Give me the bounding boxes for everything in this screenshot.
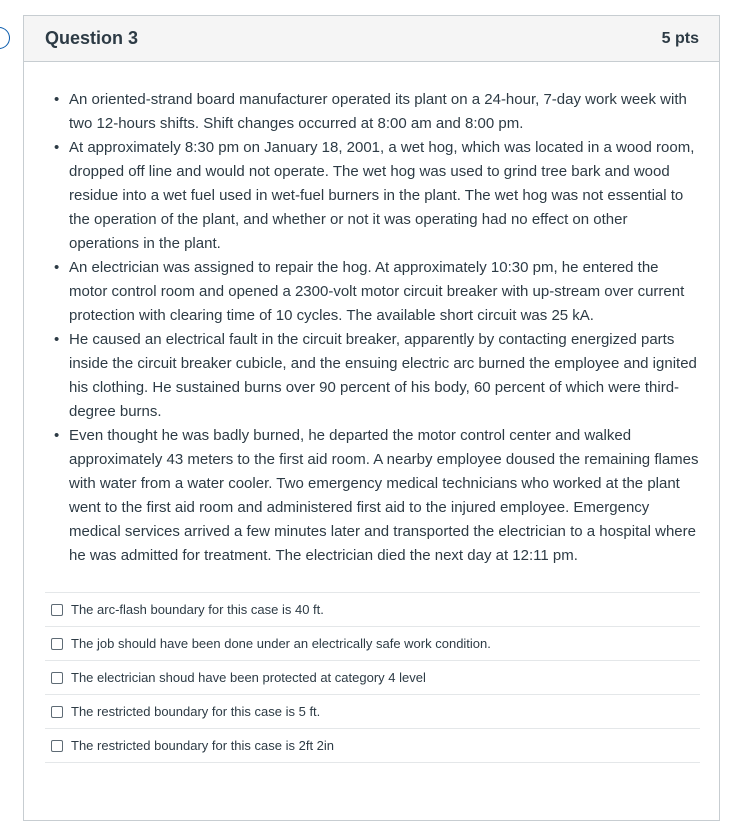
answer-checkbox[interactable] xyxy=(51,638,63,650)
bullet-icon: • xyxy=(54,331,60,348)
bullet-icon: • xyxy=(54,259,60,276)
answer-checkbox[interactable] xyxy=(51,604,63,616)
current-question-marker xyxy=(0,27,10,49)
question-header xyxy=(24,16,719,62)
answer-label: The electrician shoud have been protected at category 4 level xyxy=(71,670,426,685)
answer-label: The arc-flash boundary for this case is 40 ft. xyxy=(71,602,324,617)
bullet-icon: • xyxy=(54,139,60,156)
fact-item: • An oriented-strand board manufacturer operated its plant on a 24-hour, 7-day work week with two 12-hours shifts. Shift changes occurred at 8:00 am and 8:00 pm. xyxy=(69,88,701,136)
fact-item: • He caused an electrical fault in the circuit breaker, apparently by contacting energized parts inside the circuit breaker cubicle, and the ensuing electric arc burned the employee and ignited his clothing. He sustained burns over 90 percent of his body, 60 percent of which were third-degree burns. xyxy=(69,328,701,424)
answer-option[interactable] xyxy=(45,661,700,695)
answer-checkbox[interactable] xyxy=(51,706,63,718)
answer-label: The restricted boundary for this case is 2ft 2in xyxy=(71,738,335,753)
answer-option[interactable] xyxy=(45,627,700,661)
fact-item: • At approximately 8:30 pm on January 18, 2001, a wet hog, which was located in a wood room, dropped off line and would not operate. The wet hog was used to grind tree bark and wood residue into a wet fuel used in wet-fuel burners in the plant. The wet hog was not essential to the operation of the plant, and whether or not it was operating had no effect on other operations in the plant. xyxy=(69,136,701,256)
fact-item: • Even thought he was badly burned, he departed the motor control center and walked approximately 43 meters to the first aid room. A nearby employee doused the remaining flames with water from a water cooler. Two emergency medical technicians who worked at the plant went to the first aid room and administered first aid to the injured employee. Emergency medical services arrived a few minutes later and transported the electrician to a hospital where he was admitted for treatment. The electrician died the next day at 12:11 pm. xyxy=(69,424,701,568)
answer-options xyxy=(45,592,700,763)
answer-checkbox[interactable] xyxy=(51,672,63,684)
answer-option[interactable] xyxy=(45,593,700,627)
answer-label: The job should have been done under an electrically safe work condition. xyxy=(71,636,491,651)
fact-item: • An electrician was assigned to repair the hog. At approximately 10:30 pm, he entered the motor control room and opened a 2300-volt motor circuit breaker with up-stream over current protection with clearing time of 10 cycles. The available short circuit was 25 kA. xyxy=(69,256,701,328)
question-card xyxy=(23,15,720,821)
answer-option[interactable] xyxy=(45,695,700,729)
answer-option[interactable] xyxy=(45,729,700,763)
question-points: 5 pts xyxy=(661,29,699,47)
fact-list xyxy=(24,88,719,568)
question-title: Question 3 xyxy=(45,28,139,48)
answer-label: The restricted boundary for this case is 5 ft. xyxy=(71,704,321,719)
bullet-icon: • xyxy=(54,91,60,108)
answer-checkbox[interactable] xyxy=(51,740,63,752)
bullet-icon: • xyxy=(54,427,60,444)
question-body xyxy=(24,62,719,763)
